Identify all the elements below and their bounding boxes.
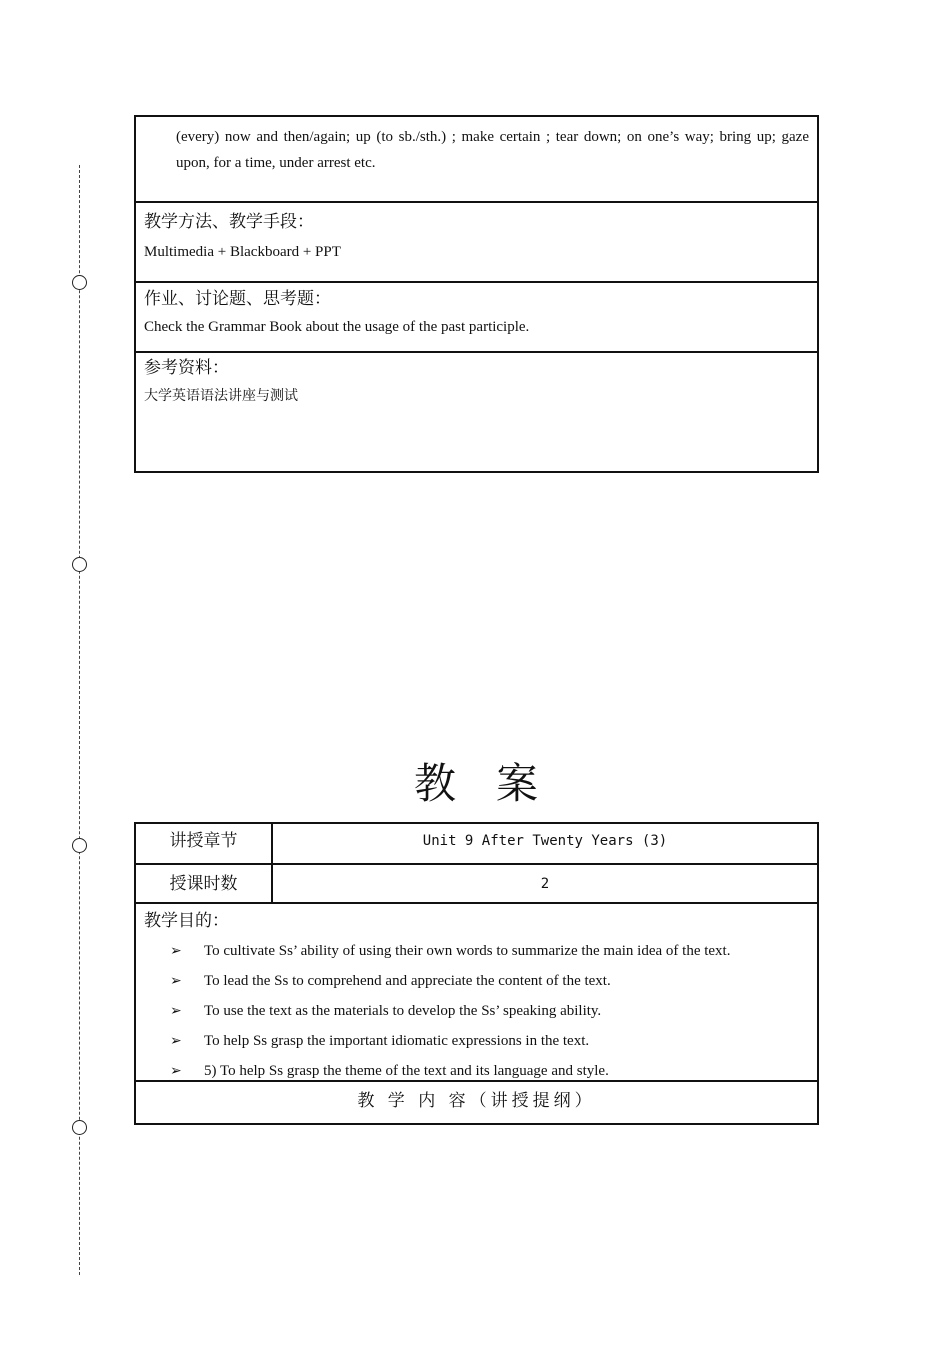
list-item: [170, 936, 809, 966]
objective-text: To cultivate Ss’ ability of using their own words to summarize the main idea of the text.: [204, 943, 731, 959]
binding-hole-icon: [72, 1120, 87, 1135]
page-title: 教案: [413, 759, 578, 808]
objective-text: To help Ss grasp the important idiomatic expressions in the text.: [204, 1033, 590, 1049]
objective-text: 5) To help Ss grasp the theme of the text and its language and style.: [204, 1063, 609, 1079]
hours-row: [136, 865, 817, 904]
homework-label: 作业、讨论题、思考题：: [144, 289, 331, 309]
objectives-list: [144, 936, 809, 1086]
binding-hole-icon: [72, 557, 87, 572]
arrowhead-bullet-icon: ➢: [170, 1003, 182, 1019]
list-item: [170, 966, 809, 996]
methods-label: 教学方法、教学手段：: [144, 212, 314, 232]
chapter-row: [136, 824, 817, 865]
binding-hole-icon: [72, 275, 87, 290]
binding-hole-icon: [72, 838, 87, 853]
phrases-text: (every) now and then/again; up (to sb./sth.) ; make certain ; tear down; on one’s way; bring up; gaze upon, for a time, under arrest etc.: [176, 129, 809, 171]
references-value: 大学英语语法讲座与测试: [144, 388, 298, 404]
homework-section: [136, 283, 817, 353]
references-label: 参考资料：: [144, 358, 229, 378]
objectives-section: [136, 904, 817, 1082]
arrowhead-bullet-icon: ➢: [170, 973, 182, 989]
top-table: [134, 115, 819, 473]
objectives-label: 教学目的：: [144, 911, 229, 931]
content-header: 教 学 内 容（讲授提纲）: [357, 1091, 596, 1111]
hours-label: 授课时数: [136, 865, 273, 902]
chapter-label: 讲授章节: [136, 824, 273, 863]
phrases-section: [136, 117, 817, 203]
chapter-value: Unit 9 After Twenty Years (3): [422, 833, 668, 849]
homework-value: Check the Grammar Book about the usage of the past participle.: [144, 319, 530, 335]
hours-value: 2: [540, 876, 550, 892]
list-item: [170, 996, 809, 1026]
methods-value: Multimedia + Blackboard + PPT: [144, 244, 341, 260]
arrowhead-bullet-icon: ➢: [170, 943, 182, 959]
objective-text: To use the text as the materials to develop the Ss’ speaking ability.: [204, 1003, 602, 1019]
arrowhead-bullet-icon: ➢: [170, 1063, 182, 1079]
methods-section: [136, 203, 817, 283]
objective-text: To lead the Ss to comprehend and appreciate the content of the text.: [204, 973, 611, 989]
list-item: [170, 1026, 809, 1056]
arrowhead-bullet-icon: ➢: [170, 1033, 182, 1049]
references-section: [136, 353, 817, 471]
binding-dashed-line: [79, 165, 80, 1275]
bottom-table: [134, 822, 819, 1125]
